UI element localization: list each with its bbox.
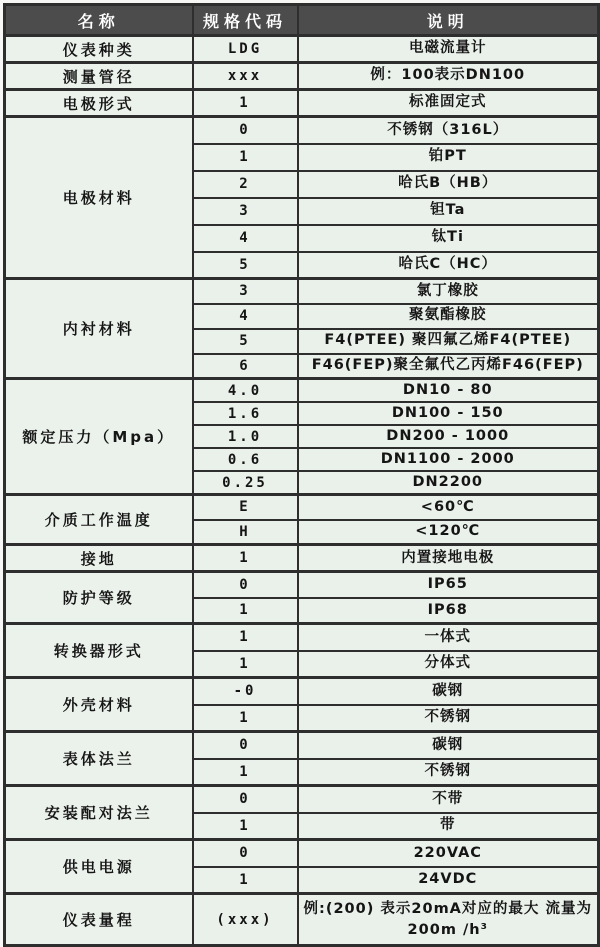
spec-description-cell: 分体式 — [298, 651, 599, 678]
group-name-cell: 接地 — [5, 545, 193, 572]
spec-code-cell: 1 — [193, 867, 298, 894]
spec-description-cell: F46(FEP)聚全氟代乙丙烯F46(FEP) — [298, 354, 599, 379]
spec-code-cell: 4 — [193, 304, 298, 329]
spec-description-cell: 不锈钢 — [298, 759, 599, 786]
spec-description-cell: DN1100 - 2000 — [298, 448, 599, 471]
spec-description-cell: 不带 — [298, 786, 599, 813]
spec-code-cell: xxx — [193, 63, 298, 90]
spec-description-cell: <120℃ — [298, 520, 599, 545]
group-name-cell: 电极材料 — [5, 117, 193, 279]
group-name-cell: 供电电源 — [5, 840, 193, 894]
table-row — [5, 678, 599, 705]
group-name-cell: 安装配对法兰 — [5, 786, 193, 840]
spec-code-cell: 3 — [193, 198, 298, 225]
spec-code-cell: 1 — [193, 624, 298, 651]
group-name-cell: 表体法兰 — [5, 732, 193, 786]
table-header — [5, 5, 599, 36]
spec-code-cell: 3 — [193, 279, 298, 304]
column-header-name: 名称 — [5, 5, 193, 36]
group-name-cell: 介质工作温度 — [5, 495, 193, 545]
spec-code-cell: 1 — [193, 598, 298, 624]
spec-description-cell: 一体式 — [298, 624, 599, 651]
spec-code-cell: 0 — [193, 732, 298, 759]
column-header-description: 说明 — [298, 5, 599, 36]
spec-description-cell: 钛Ti — [298, 225, 599, 252]
spec-description-cell: 电磁流量计 — [298, 36, 599, 63]
spec-description-cell: IP65 — [298, 572, 599, 598]
spec-code-cell: 2 — [193, 171, 298, 198]
spec-description-cell: 聚氨酯橡胶 — [298, 304, 599, 329]
group-name-cell: 仪表量程 — [5, 894, 193, 946]
spec-code-cell: (xxx) — [193, 894, 298, 946]
group-name-cell: 测量管径 — [5, 63, 193, 90]
spec-description-cell: DN200 - 1000 — [298, 425, 599, 448]
spec-code-cell: 1 — [193, 545, 298, 572]
spec-description-cell: 不锈钢（316L） — [298, 117, 599, 144]
spec-description-cell: 铂PT — [298, 144, 599, 171]
spec-description-cell: DN2200 — [298, 471, 599, 495]
spec-code-cell: 0.6 — [193, 448, 298, 471]
spec-code-cell: LDG — [193, 36, 298, 63]
group-name-cell: 额定压力（Mpa） — [5, 379, 193, 495]
spec-code-cell: 5 — [193, 252, 298, 279]
spec-description-cell: 标准固定式 — [298, 90, 599, 117]
table-row — [5, 279, 599, 304]
spec-code-cell: -0 — [193, 678, 298, 705]
table-row — [5, 572, 599, 598]
spec-description-cell: 钽Ta — [298, 198, 599, 225]
table-row — [5, 732, 599, 759]
spec-code-cell: H — [193, 520, 298, 545]
table-row — [5, 379, 599, 403]
header-row — [5, 5, 599, 36]
spec-description-cell: 24VDC — [298, 867, 599, 894]
table-row — [5, 545, 599, 572]
spec-code-cell: 1.6 — [193, 402, 298, 425]
spec-code-cell: 1 — [193, 90, 298, 117]
table-row — [5, 63, 599, 90]
spec-description-cell: 带 — [298, 813, 599, 840]
spec-code-cell: 1 — [193, 813, 298, 840]
table-row — [5, 840, 599, 867]
table-row — [5, 786, 599, 813]
spec-code-cell: 1 — [193, 144, 298, 171]
spec-code-cell: 1 — [193, 705, 298, 732]
spec-description-cell: 氯丁橡胶 — [298, 279, 599, 304]
spec-code-cell: 0 — [193, 117, 298, 144]
spec-description-cell: F4(PTEE) 聚四氟乙烯F4(PTEE) — [298, 329, 599, 354]
table-row — [5, 36, 599, 63]
spec-code-cell: 1.0 — [193, 425, 298, 448]
spec-description-cell: DN10 - 80 — [298, 379, 599, 403]
spec-description-cell: 内置接地电极 — [298, 545, 599, 572]
spec-description-cell: 不锈钢 — [298, 705, 599, 732]
group-name-cell: 转换器形式 — [5, 624, 193, 678]
spec-code-cell: E — [193, 495, 298, 520]
spec-code-cell: 4.0 — [193, 379, 298, 403]
table-body — [5, 36, 599, 946]
spec-code-cell: 4 — [193, 225, 298, 252]
column-header-code: 规格代码 — [193, 5, 298, 36]
spec-description-cell: 哈氏C（HC） — [298, 252, 599, 279]
spec-description-cell: 例:(200) 表示20mA对应的最大 流量为200m /h³ — [298, 894, 599, 946]
table-row — [5, 624, 599, 651]
group-name-cell: 内衬材料 — [5, 279, 193, 379]
spec-code-cell: 0 — [193, 840, 298, 867]
table-row — [5, 117, 599, 144]
spec-code-cell: 0.25 — [193, 471, 298, 495]
spec-description-cell: 哈氏B（HB） — [298, 171, 599, 198]
spec-description-cell: 220VAC — [298, 840, 599, 867]
spec-description-cell: IP68 — [298, 598, 599, 624]
spec-code-cell: 5 — [193, 329, 298, 354]
spec-code-cell: 1 — [193, 651, 298, 678]
spec-code-cell: 6 — [193, 354, 298, 379]
table-row — [5, 90, 599, 117]
spec-table — [3, 3, 600, 947]
spec-description-cell: 碳钢 — [298, 732, 599, 759]
spec-code-cell: 0 — [193, 786, 298, 813]
group-name-cell: 电极形式 — [5, 90, 193, 117]
spec-description-cell: 例：100表示DN100 — [298, 63, 599, 90]
spec-description-cell: DN100 - 150 — [298, 402, 599, 425]
spec-description-cell: <60℃ — [298, 495, 599, 520]
group-name-cell: 外壳材料 — [5, 678, 193, 732]
group-name-cell: 防护等级 — [5, 572, 193, 624]
spec-code-cell: 1 — [193, 759, 298, 786]
group-name-cell: 仪表种类 — [5, 36, 193, 63]
spec-description-cell: 碳钢 — [298, 678, 599, 705]
table-row — [5, 495, 599, 520]
spec-code-cell: 0 — [193, 572, 298, 598]
